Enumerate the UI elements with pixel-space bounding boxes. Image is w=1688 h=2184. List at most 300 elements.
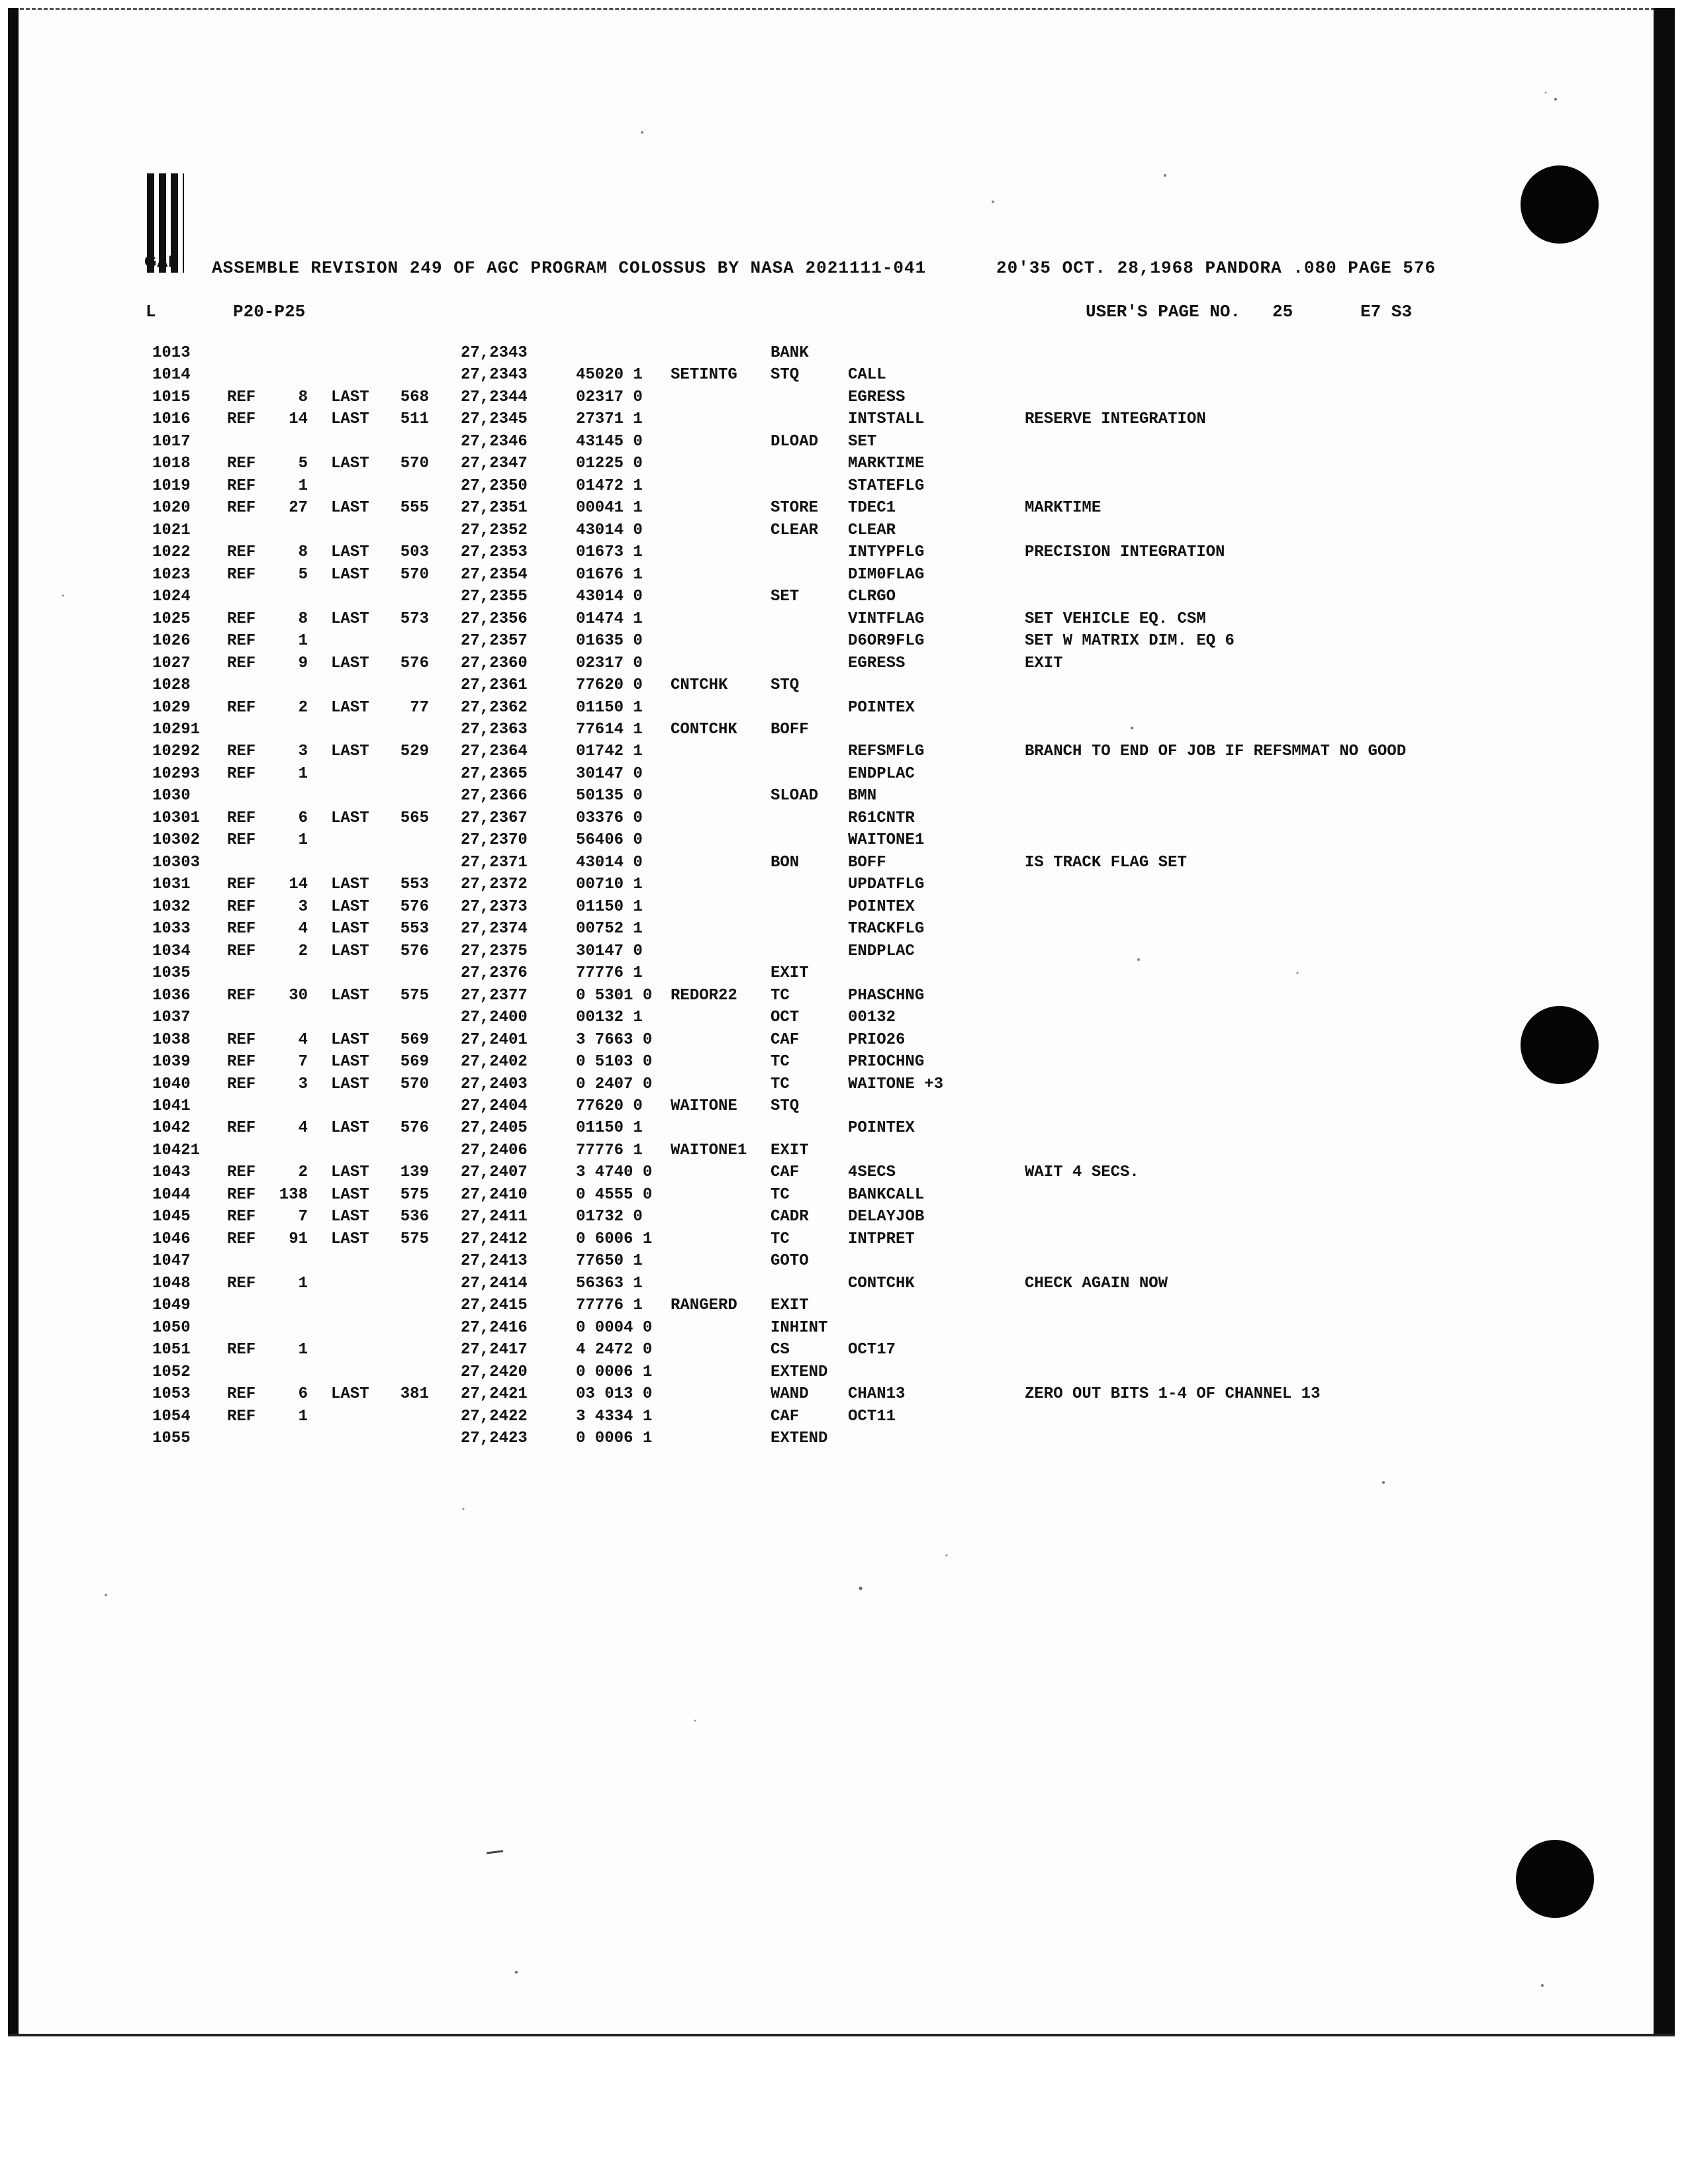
last-page: 570 — [400, 455, 429, 473]
address: 27,2355 — [461, 588, 528, 606]
address: 27,2421 — [461, 1385, 528, 1404]
opcode: DLOAD — [771, 432, 819, 451]
machine-code: 01742 1 — [576, 743, 643, 761]
line-number: 1026 — [152, 632, 191, 651]
machine-code: 30147 0 — [576, 942, 643, 960]
line-number: 1014 — [152, 366, 191, 385]
line-number: 1048 — [152, 1274, 191, 1293]
last-page: 553 — [400, 920, 429, 938]
machine-code: 50135 0 — [576, 787, 643, 805]
opcode: CS — [771, 1341, 790, 1359]
address: 27,2403 — [461, 1075, 528, 1093]
last-marker: LAST — [331, 1230, 369, 1248]
last-page: 575 — [400, 986, 429, 1005]
ref-count: 7 — [298, 1208, 308, 1226]
ref-count: 2 — [298, 1163, 308, 1182]
line-number: 1013 — [152, 344, 191, 362]
symbol-label: WAITONE1 — [671, 1141, 747, 1160]
last-page: 381 — [400, 1385, 429, 1404]
last-page: 511 — [400, 410, 429, 429]
line-number: 1033 — [152, 920, 191, 938]
operand: INTSTALL — [848, 410, 925, 429]
line-number: 1023 — [152, 565, 191, 584]
opcode: TC — [771, 1185, 790, 1204]
ref-count: 91 — [289, 1230, 308, 1248]
ref-marker: REF — [227, 1163, 256, 1182]
operand: VINTFLAG — [848, 610, 925, 628]
opcode: WAND — [771, 1385, 809, 1404]
last-marker: LAST — [331, 1208, 369, 1226]
last-marker: LAST — [331, 920, 369, 938]
address: 27,2401 — [461, 1030, 528, 1049]
last-page: 555 — [400, 499, 429, 518]
machine-code: 0 0006 1 — [576, 1363, 653, 1381]
line-number: 10292 — [152, 743, 201, 761]
address: 27,2412 — [461, 1230, 528, 1248]
operand: DELAYJOB — [848, 1208, 925, 1226]
machine-code: 3 7663 0 — [576, 1030, 653, 1049]
operand: CLEAR — [848, 521, 896, 539]
line-number: 1035 — [152, 964, 191, 983]
machine-code: 43014 0 — [576, 853, 643, 872]
last-marker: LAST — [331, 1030, 369, 1049]
machine-code: 03 013 0 — [576, 1385, 653, 1404]
ref-count: 3 — [298, 743, 308, 761]
operand: STATEFLG — [848, 477, 925, 495]
address: 27,2343 — [461, 344, 528, 362]
operand: POINTEX — [848, 897, 915, 916]
ref-marker: REF — [227, 897, 256, 916]
machine-code: 77650 1 — [576, 1252, 643, 1271]
comment: MARKTIME — [1025, 499, 1102, 518]
ref-marker: REF — [227, 388, 256, 406]
opcode: EXIT — [771, 1297, 809, 1315]
ref-count: 14 — [289, 876, 308, 894]
opcode: INHINT — [771, 1318, 828, 1337]
machine-code: 43145 0 — [576, 432, 643, 451]
operand: 4SECS — [848, 1163, 896, 1182]
ref-marker: REF — [227, 809, 256, 827]
ref-count: 1 — [298, 1274, 308, 1293]
operand: BOFF — [848, 853, 886, 872]
opcode: CADR — [771, 1208, 809, 1226]
last-page: 139 — [400, 1163, 429, 1182]
operand: OCT17 — [848, 1341, 896, 1359]
ref-count: 2 — [298, 698, 308, 717]
address: 27,2423 — [461, 1430, 528, 1448]
comment: PRECISION INTEGRATION — [1025, 543, 1225, 562]
ref-marker: REF — [227, 410, 256, 429]
machine-code: 02317 0 — [576, 388, 643, 406]
line-number: 10301 — [152, 809, 201, 827]
line-number: 1043 — [152, 1163, 191, 1182]
line-number: 1017 — [152, 432, 191, 451]
opcode: SET — [771, 588, 800, 606]
machine-code: 01150 1 — [576, 1119, 643, 1138]
address: 27,2375 — [461, 942, 528, 960]
line-number: 1034 — [152, 942, 191, 960]
machine-code: 77776 1 — [576, 1297, 643, 1315]
machine-code: 02317 0 — [576, 654, 643, 672]
last-marker: LAST — [331, 897, 369, 916]
address: 27,2354 — [461, 565, 528, 584]
line-number: 10421 — [152, 1141, 201, 1160]
address: 27,2366 — [461, 787, 528, 805]
line-number: 1025 — [152, 610, 191, 628]
operand: INTYPFLG — [848, 543, 925, 562]
address: 27,2344 — [461, 388, 528, 406]
comment: BRANCH TO END OF JOB IF REFSMMAT NO GOOD — [1025, 743, 1407, 761]
line-number: 1019 — [152, 477, 191, 495]
line-number: 1037 — [152, 1009, 191, 1027]
comment: CHECK AGAIN NOW — [1025, 1274, 1168, 1293]
operand: MARKTIME — [848, 455, 925, 473]
operand: WAITONE1 — [848, 831, 925, 850]
operand: PRIOCHNG — [848, 1053, 925, 1071]
line-number: 1036 — [152, 986, 191, 1005]
address: 27,2347 — [461, 455, 528, 473]
address: 27,2356 — [461, 610, 528, 628]
comment: EXIT — [1025, 654, 1063, 672]
operand: CLRGO — [848, 588, 896, 606]
last-marker: LAST — [331, 809, 369, 827]
last-marker: LAST — [331, 1119, 369, 1138]
machine-code: 01472 1 — [576, 477, 643, 495]
ref-marker: REF — [227, 876, 256, 894]
opcode: CAF — [771, 1030, 800, 1049]
machine-code: 77620 0 — [576, 1097, 643, 1115]
listing-date-page: 20'35 OCT. 28,1968 PANDORA .080 PAGE 576 — [996, 258, 1436, 278]
operand: CONTCHK — [848, 1274, 915, 1293]
opcode: TC — [771, 1075, 790, 1093]
machine-code: 56406 0 — [576, 831, 643, 850]
machine-code: 01673 1 — [576, 543, 643, 562]
operand: ENDPLAC — [848, 764, 915, 783]
ref-marker: REF — [227, 1030, 256, 1049]
operand: BANKCALL — [848, 1185, 925, 1204]
operand: TDEC1 — [848, 499, 896, 518]
last-marker: LAST — [331, 986, 369, 1005]
last-page: 575 — [400, 1230, 429, 1248]
ref-marker: REF — [227, 1185, 256, 1204]
last-page: 536 — [400, 1208, 429, 1226]
ref-count: 1 — [298, 764, 308, 783]
address: 27,2410 — [461, 1185, 528, 1204]
ref-count: 1 — [298, 1341, 308, 1359]
address: 27,2352 — [461, 521, 528, 539]
comment: SET W MATRIX DIM. EQ 6 — [1025, 632, 1235, 651]
ref-marker: REF — [227, 1385, 256, 1404]
operand: WAITONE +3 — [848, 1075, 944, 1093]
opcode: TC — [771, 1230, 790, 1248]
address: 27,2373 — [461, 897, 528, 916]
address: 27,2422 — [461, 1407, 528, 1426]
machine-code: 01676 1 — [576, 565, 643, 584]
symbol-label: CONTCHK — [671, 720, 737, 739]
last-marker: LAST — [331, 1163, 369, 1182]
machine-code: 45020 1 — [576, 366, 643, 385]
line-number: 1030 — [152, 787, 191, 805]
operand: CHAN13 — [848, 1385, 906, 1404]
comment: WAIT 4 SECS. — [1025, 1163, 1139, 1182]
ref-count: 4 — [298, 920, 308, 938]
opcode: OCT — [771, 1009, 800, 1027]
ref-marker: REF — [227, 698, 256, 717]
line-number: 1039 — [152, 1053, 191, 1071]
machine-code: 77620 0 — [576, 676, 643, 695]
address: 27,2377 — [461, 986, 528, 1005]
line-number: 1046 — [152, 1230, 191, 1248]
listing-title: ASSEMBLE REVISION 249 OF AGC PROGRAM COLOSSUS BY NASA 2021111-041 — [212, 258, 927, 278]
address: 27,2360 — [461, 654, 528, 672]
ref-count: 6 — [298, 1385, 308, 1404]
last-page: 553 — [400, 876, 429, 894]
line-number: 10293 — [152, 764, 201, 783]
opcode: EXTEND — [771, 1363, 828, 1381]
machine-code: 77614 1 — [576, 720, 643, 739]
address: 27,2363 — [461, 720, 528, 739]
machine-code: 0 0006 1 — [576, 1430, 653, 1448]
ref-marker: REF — [227, 632, 256, 651]
operand: EGRESS — [848, 388, 906, 406]
machine-code: 0 0004 0 — [576, 1318, 653, 1337]
operand: 00132 — [848, 1009, 896, 1027]
machine-code: 56363 1 — [576, 1274, 643, 1293]
opcode: CAF — [771, 1163, 800, 1182]
ref-count: 7 — [298, 1053, 308, 1071]
ref-marker: REF — [227, 764, 256, 783]
address: 27,2357 — [461, 632, 528, 651]
address: 27,2415 — [461, 1297, 528, 1315]
line-number: 1020 — [152, 499, 191, 518]
machine-code: 30147 0 — [576, 764, 643, 783]
address: 27,2362 — [461, 698, 528, 717]
ref-marker: REF — [227, 1230, 256, 1248]
last-page: 576 — [400, 654, 429, 672]
ref-marker: REF — [227, 942, 256, 960]
ref-count: 2 — [298, 942, 308, 960]
address: 27,2420 — [461, 1363, 528, 1381]
last-marker: LAST — [331, 610, 369, 628]
operand: POINTEX — [848, 1119, 915, 1138]
line-number: 1052 — [152, 1363, 191, 1381]
last-marker: LAST — [331, 876, 369, 894]
machine-code: 01635 0 — [576, 632, 643, 651]
last-page: 570 — [400, 565, 429, 584]
address: 27,2417 — [461, 1341, 528, 1359]
address: 27,2414 — [461, 1274, 528, 1293]
ref-count: 4 — [298, 1030, 308, 1049]
ref-marker: REF — [227, 455, 256, 473]
last-marker: LAST — [331, 1053, 369, 1071]
address: 27,2346 — [461, 432, 528, 451]
opcode: CLEAR — [771, 521, 819, 539]
ref-marker: REF — [227, 1075, 256, 1093]
last-marker: LAST — [331, 565, 369, 584]
machine-code: 00041 1 — [576, 499, 643, 518]
machine-code: 00710 1 — [576, 876, 643, 894]
line-number: 1024 — [152, 588, 191, 606]
line-number: 1049 — [152, 1297, 191, 1315]
symbol-label: REDOR22 — [671, 986, 737, 1005]
machine-code: 0 4555 0 — [576, 1185, 653, 1204]
address: 27,2365 — [461, 764, 528, 783]
address: 27,2351 — [461, 499, 528, 518]
ref-marker: REF — [227, 543, 256, 562]
ref-count: 138 — [279, 1185, 308, 1204]
address: 27,2371 — [461, 853, 528, 872]
machine-code: 27371 1 — [576, 410, 643, 429]
last-page: 575 — [400, 1185, 429, 1204]
operand: PRIO26 — [848, 1030, 906, 1049]
machine-code: 0 5103 0 — [576, 1053, 653, 1071]
last-marker: LAST — [331, 388, 369, 406]
symbol-label: RANGERD — [671, 1297, 737, 1315]
line-number: 1047 — [152, 1252, 191, 1271]
ref-count: 8 — [298, 388, 308, 406]
address: 27,2404 — [461, 1097, 528, 1115]
last-page: 569 — [400, 1053, 429, 1071]
ref-count: 9 — [298, 654, 308, 672]
line-number: 1040 — [152, 1075, 191, 1093]
address: 27,2361 — [461, 676, 528, 695]
ref-marker: REF — [227, 1341, 256, 1359]
ref-count: 27 — [289, 499, 308, 518]
address: 27,2372 — [461, 876, 528, 894]
machine-code: 03376 0 — [576, 809, 643, 827]
operand: BMN — [848, 787, 877, 805]
line-number: 10303 — [152, 853, 201, 872]
ref-count: 1 — [298, 632, 308, 651]
operand: ENDPLAC — [848, 942, 915, 960]
machine-code: 77776 1 — [576, 964, 643, 983]
machine-code: 77776 1 — [576, 1141, 643, 1160]
ref-marker: REF — [227, 565, 256, 584]
machine-code: 01225 0 — [576, 455, 643, 473]
line-number: 1021 — [152, 521, 191, 539]
opcode: BOFF — [771, 720, 809, 739]
line-number: 1018 — [152, 455, 191, 473]
address: 27,2374 — [461, 920, 528, 938]
address: 27,2416 — [461, 1318, 528, 1337]
machine-code: 3 4334 1 — [576, 1407, 653, 1426]
comment: RESERVE INTEGRATION — [1025, 410, 1206, 429]
line-number: 1041 — [152, 1097, 191, 1115]
ref-marker: REF — [227, 1053, 256, 1071]
opcode: BON — [771, 853, 800, 872]
last-page: 529 — [400, 743, 429, 761]
address: 27,2402 — [461, 1053, 528, 1071]
ref-count: 5 — [298, 565, 308, 584]
machine-code: 0 2407 0 — [576, 1075, 653, 1093]
address: 27,2370 — [461, 831, 528, 850]
ref-marker: REF — [227, 477, 256, 495]
last-marker: LAST — [331, 499, 369, 518]
opcode: TC — [771, 1053, 790, 1071]
last-page: 576 — [400, 942, 429, 960]
operand: R61CNTR — [848, 809, 915, 827]
line-number: 1032 — [152, 897, 191, 916]
machine-code: 0 5301 0 — [576, 986, 653, 1005]
machine-code: 01150 1 — [576, 698, 643, 717]
ref-count: 8 — [298, 610, 308, 628]
ref-marker: REF — [227, 920, 256, 938]
last-page: 570 — [400, 1075, 429, 1093]
address: 27,2350 — [461, 477, 528, 495]
operand: SET — [848, 432, 877, 451]
last-page: 565 — [400, 809, 429, 827]
ref-count: 30 — [289, 986, 308, 1005]
ref-marker: REF — [227, 1407, 256, 1426]
ref-count: 1 — [298, 1407, 308, 1426]
last-marker: LAST — [331, 1075, 369, 1093]
line-number: 1038 — [152, 1030, 191, 1049]
ref-marker: REF — [227, 610, 256, 628]
line-number: 10291 — [152, 720, 201, 739]
listing-marker: L — [146, 302, 156, 322]
address: 27,2400 — [461, 1009, 528, 1027]
opcode: BANK — [771, 344, 809, 362]
operand: OCT11 — [848, 1407, 896, 1426]
machine-code: 43014 0 — [576, 588, 643, 606]
address: 27,2376 — [461, 964, 528, 983]
line-number: 1051 — [152, 1341, 191, 1359]
ref-marker: REF — [227, 1119, 256, 1138]
last-page: 503 — [400, 543, 429, 562]
machine-code: 01474 1 — [576, 610, 643, 628]
machine-code: 3 4740 0 — [576, 1163, 653, 1182]
line-number: 1050 — [152, 1318, 191, 1337]
opcode: EXIT — [771, 1141, 809, 1160]
ref-count: 1 — [298, 477, 308, 495]
line-number: 1055 — [152, 1430, 191, 1448]
user-page-number: 25 — [1272, 302, 1293, 322]
ref-count: 1 — [298, 831, 308, 850]
ref-marker: REF — [227, 743, 256, 761]
machine-code: 0 6006 1 — [576, 1230, 653, 1248]
opcode: CAF — [771, 1407, 800, 1426]
line-number: 1045 — [152, 1208, 191, 1226]
operand: EGRESS — [848, 654, 906, 672]
operand: PHASCHNG — [848, 986, 925, 1005]
logo-text: GAP — [144, 253, 179, 271]
ref-count: 14 — [289, 410, 308, 429]
address: 27,2343 — [461, 366, 528, 385]
address: 27,2405 — [461, 1119, 528, 1138]
address: 27,2353 — [461, 543, 528, 562]
ref-marker: REF — [227, 654, 256, 672]
last-marker: LAST — [331, 455, 369, 473]
machine-code: 01150 1 — [576, 897, 643, 916]
line-number: 10302 — [152, 831, 201, 850]
machine-code: 43014 0 — [576, 521, 643, 539]
line-number: 1044 — [152, 1185, 191, 1204]
line-number: 1028 — [152, 676, 191, 695]
line-number: 1053 — [152, 1385, 191, 1404]
address: 27,2406 — [461, 1141, 528, 1160]
machine-code: 4 2472 0 — [576, 1341, 653, 1359]
line-number: 1022 — [152, 543, 191, 562]
last-marker: LAST — [331, 654, 369, 672]
section-name: P20-P25 — [233, 302, 306, 322]
operand: D6OR9FLG — [848, 632, 925, 651]
line-number: 1029 — [152, 698, 191, 717]
user-page-label: USER'S PAGE NO. — [1086, 302, 1241, 322]
comment: SET VEHICLE EQ. CSM — [1025, 610, 1206, 628]
line-number: 1015 — [152, 388, 191, 406]
page-code: E7 S3 — [1360, 302, 1413, 322]
machine-code: 00752 1 — [576, 920, 643, 938]
